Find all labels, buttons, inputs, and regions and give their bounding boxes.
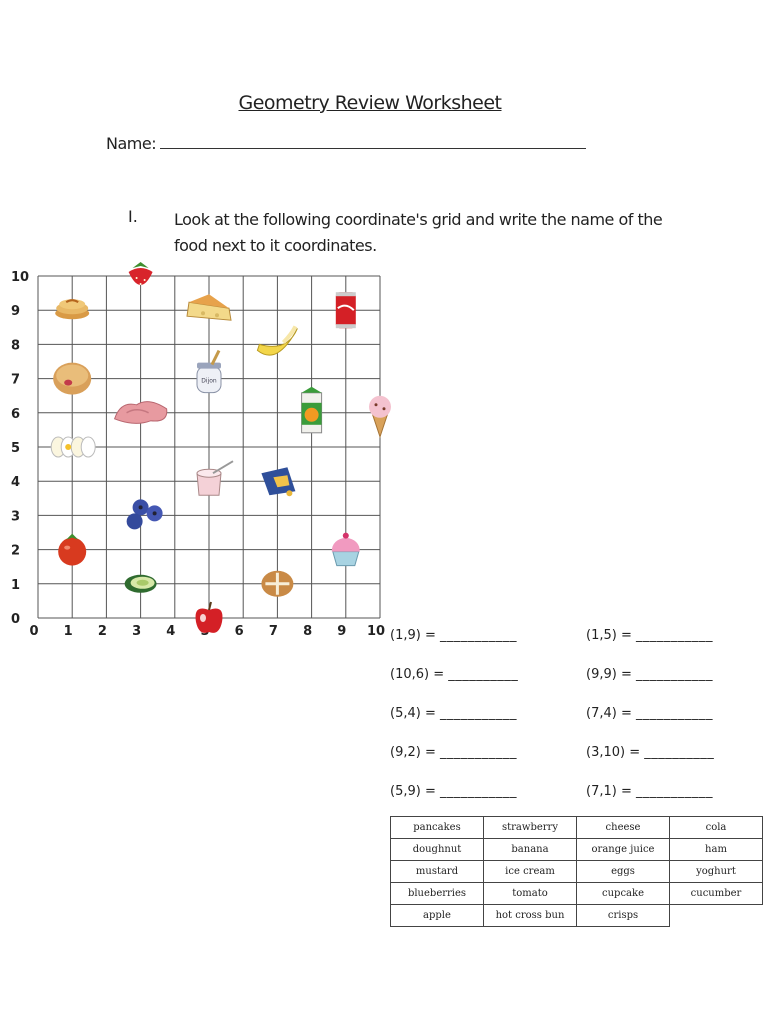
word-bank-cell: yoghurt	[670, 861, 763, 883]
coordinate-label: (5,4) =	[390, 706, 436, 721]
y-tick-label: 8	[11, 338, 21, 354]
answer-left-5	[390, 784, 517, 799]
tomato-picture	[58, 534, 86, 566]
worksheet-title: Geometry Review Worksheet	[238, 92, 502, 114]
x-tick-label: 7	[268, 624, 278, 639]
orange-juice-picture	[302, 387, 322, 433]
ham-picture	[115, 402, 167, 424]
y-tick-label: 1	[11, 577, 21, 593]
x-tick-label: 0	[29, 624, 39, 639]
word-bank-cell: apple	[391, 905, 484, 927]
coordinate-label: (7,1) =	[586, 784, 632, 799]
svg-text:Dijon: Dijon	[201, 377, 217, 385]
coordinate-label: (7,4) =	[586, 706, 632, 721]
x-tick-label: 10	[366, 624, 386, 639]
word-bank-table	[390, 816, 763, 927]
word-bank-row	[391, 861, 763, 883]
word-bank-cell: orange juice	[577, 839, 670, 861]
word-bank-cell: blueberries	[391, 883, 484, 905]
word-bank-cell: pancakes	[391, 817, 484, 839]
y-tick-label: 6	[11, 406, 21, 422]
x-tick-label: 6	[234, 624, 244, 639]
answer-blank[interactable]: ___________	[439, 706, 517, 721]
answer-blank[interactable]: __________	[644, 745, 715, 760]
eggs-picture	[51, 437, 95, 457]
coordinate-label: (9,2) =	[390, 745, 436, 760]
word-bank-cell: cheese	[577, 817, 670, 839]
word-bank-cell: tomato	[484, 883, 577, 905]
name-row	[106, 134, 586, 153]
answer-right-1	[586, 628, 713, 643]
coordinate-label: (1,5) =	[586, 628, 632, 643]
y-tick-label: 7	[11, 372, 21, 388]
word-bank-cell: eggs	[577, 861, 670, 883]
name-blank-line[interactable]	[160, 134, 586, 149]
word-bank-cell: cupcake	[577, 883, 670, 905]
question-number: I.	[128, 207, 138, 226]
question-text: Look at the following coordinate's grid and write the name of the food next to it coordinates.	[174, 210, 663, 255]
ice-cream-picture	[369, 396, 391, 437]
answer-blank[interactable]: ___________	[439, 628, 517, 643]
x-tick-label: 8	[303, 624, 313, 639]
word-bank-cell: ice cream	[484, 861, 577, 883]
y-tick-label: 0	[11, 612, 21, 627]
answer-blank[interactable]: __________	[448, 667, 519, 682]
coordinate-label: (10,6) =	[390, 667, 445, 682]
answer-right-2	[586, 667, 713, 682]
word-bank-cell: banana	[484, 839, 577, 861]
coordinate-grid	[0, 255, 395, 640]
answer-blank[interactable]: ___________	[635, 667, 713, 682]
x-tick-label: 1	[63, 624, 73, 639]
cucumber-picture	[125, 575, 157, 593]
word-bank-cell: doughnut	[391, 839, 484, 861]
y-tick-label: 3	[11, 509, 21, 525]
cheese-picture	[187, 294, 231, 320]
hot-cross-bun-picture	[261, 571, 293, 597]
crisps-picture	[261, 467, 295, 496]
y-tick-label: 5	[11, 441, 21, 456]
word-bank-cell: cola	[670, 817, 763, 839]
y-tick-label: 4	[11, 475, 21, 491]
x-tick-label: 2	[97, 624, 107, 639]
word-bank-row	[391, 839, 763, 861]
name-label: Name:	[106, 134, 157, 153]
cupcake-picture	[332, 533, 360, 566]
apple-picture	[196, 602, 223, 633]
word-bank-cell: ham	[670, 839, 763, 861]
answer-blank[interactable]: ___________	[635, 628, 713, 643]
answer-left-3	[390, 706, 517, 721]
word-bank-cell: cucumber	[670, 883, 763, 905]
answer-left-1	[390, 628, 517, 643]
coordinate-label: (3,10) =	[586, 745, 641, 760]
answer-blank[interactable]: ___________	[439, 745, 517, 760]
x-tick-label: 9	[337, 624, 347, 639]
answer-right-4	[586, 745, 714, 760]
y-tick-label: 9	[11, 304, 21, 320]
coordinate-label: (1,9) =	[390, 628, 436, 643]
answer-left-4	[390, 745, 517, 760]
x-tick-label: 4	[166, 624, 176, 639]
doughnut-picture	[53, 363, 91, 395]
strawberry-picture	[129, 262, 153, 285]
word-bank-cell: strawberry	[484, 817, 577, 839]
coordinate-label: (9,9) =	[586, 667, 632, 682]
answer-left-2	[390, 667, 518, 682]
answer-right-3	[586, 706, 713, 721]
pancakes-picture	[55, 299, 89, 319]
y-tick-label: 10	[11, 270, 30, 285]
cola-picture	[336, 292, 356, 328]
word-bank-row	[391, 883, 763, 905]
answer-blank[interactable]: ___________	[635, 706, 713, 721]
word-bank-cell: crisps	[577, 905, 670, 927]
blueberries-picture	[127, 499, 163, 529]
y-tick-label: 2	[11, 543, 21, 559]
word-bank-cell	[670, 905, 763, 927]
answer-blank[interactable]: ___________	[635, 784, 713, 799]
answer-right-5	[586, 784, 713, 799]
x-tick-label: 3	[132, 624, 142, 639]
word-bank-row	[391, 905, 763, 927]
word-bank-row	[391, 817, 763, 839]
answer-blank[interactable]: ___________	[439, 784, 517, 799]
yoghurt-picture	[197, 461, 233, 495]
coordinate-label: (5,9) =	[390, 784, 436, 799]
word-bank-cell: mustard	[391, 861, 484, 883]
word-bank-cell: hot cross bun	[484, 905, 577, 927]
